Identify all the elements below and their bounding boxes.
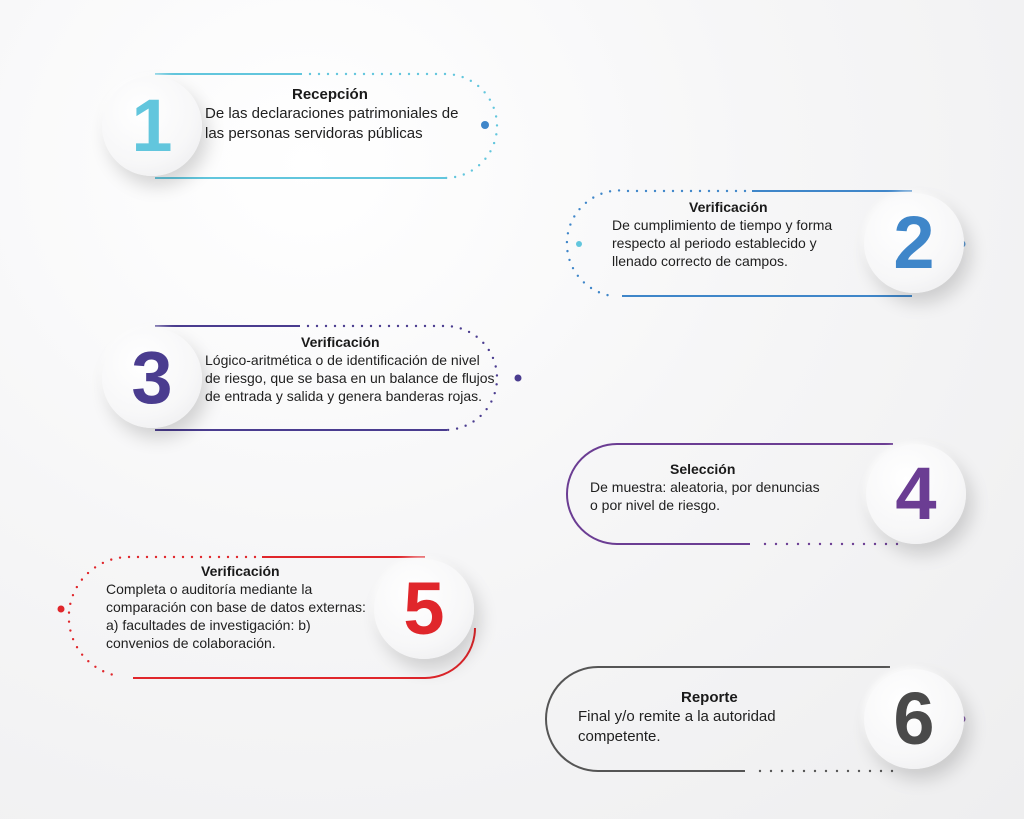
- step-3-title: Verificación: [301, 334, 380, 350]
- step-6-title: Reporte: [681, 689, 738, 706]
- step-3-number: 3: [131, 336, 173, 419]
- step-5-description: Completa o auditoría mediante la comparación con base de datos externas: a) facultades de investigación: b) convenios de colaboración.: [106, 581, 366, 651]
- step-5-number-circle: [374, 559, 474, 659]
- step-2-text: [612, 199, 862, 270]
- step-6-number-circle: [864, 669, 964, 769]
- step-4-description: De muestra: aleatoria, por denuncias o por nivel de riesgo.: [590, 479, 820, 513]
- step-5-title: Verificación: [201, 563, 280, 579]
- step-3-text: [205, 334, 495, 405]
- step-3-number-circle: [102, 328, 202, 428]
- step-1-text: [205, 86, 475, 144]
- step-4-title: Selección: [670, 461, 736, 477]
- step-1-end-dot: [481, 121, 489, 129]
- step-2-number-circle: [864, 193, 964, 293]
- step-1-title: Recepción: [292, 86, 368, 103]
- step-3-description: Lógico-aritmética o de identificación de nivel de riesgo, que se basa en un balance de flujos de entrada y salida y genera banderas rojas.: [205, 352, 495, 404]
- step-2-number: 2: [893, 201, 935, 284]
- step-5-start-dot: [58, 606, 65, 613]
- step-4-number-circle: [866, 444, 966, 544]
- step-1-description: De las declaraciones patrimoniales de las personas servidoras públicas: [205, 105, 459, 142]
- step-5-number: 5: [403, 567, 445, 650]
- step-4-text: [590, 461, 830, 514]
- step-3-end-dot: [515, 375, 522, 382]
- step-6-text: [578, 689, 838, 747]
- step-2-description: De cumplimiento de tiempo y forma respecto al periodo establecido y llenado correcto de campos.: [612, 217, 833, 269]
- step-6-description: Final y/o remite a la autoridad competente.: [578, 708, 776, 745]
- step-2-start-dot: [576, 241, 582, 247]
- step-1-number-circle: [102, 76, 202, 176]
- step-5-text: [106, 563, 371, 652]
- step-2-title: Verificación: [689, 199, 768, 215]
- step-1-number: 1: [131, 84, 173, 167]
- step-4-number: 4: [895, 452, 937, 535]
- step-6-number: 6: [893, 677, 935, 760]
